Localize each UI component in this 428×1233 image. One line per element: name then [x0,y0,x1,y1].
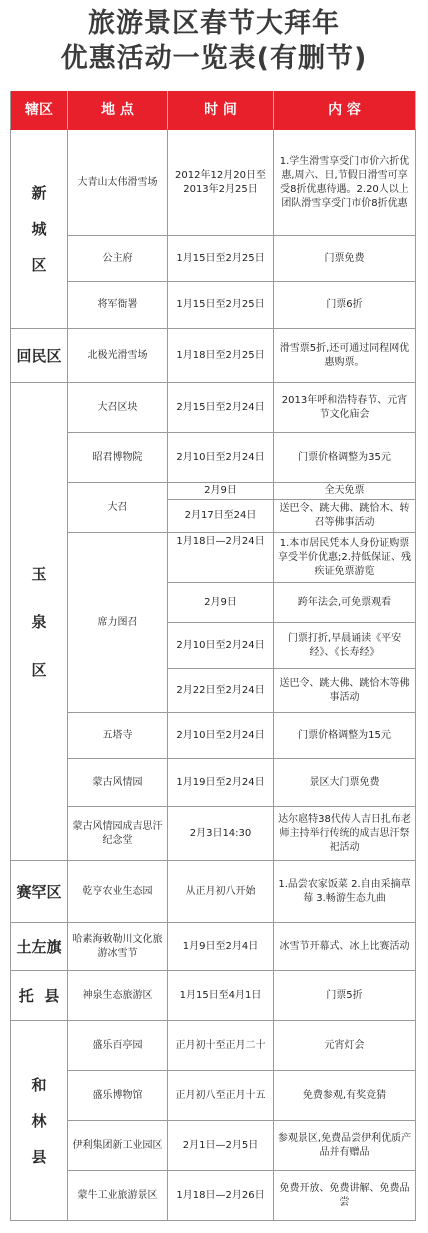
place-cell: 神泉生态旅游区 [68,971,168,1021]
place-cell: 蒙古风情园 [68,759,168,807]
time-cell: 2012年12月20日至2013年2月25日 [168,130,274,236]
time-cell: 2月9日 [168,583,274,623]
place-cell: 将军衙署 [68,282,168,329]
content-cell: 门票免费 [274,236,416,282]
content-cell: 景区大门票免费 [274,759,416,807]
content-cell: 送巴令、跳大佛、跳恰木、转召等佛事活动 [274,500,416,533]
content-cell: 门票5折 [274,971,416,1021]
time-cell: 1月18日—2月24日 [168,533,274,583]
header-place: 地 点 [68,91,168,130]
place-cell: 盛乐博物馆 [68,1071,168,1121]
district-tuoxian: 托 县 [10,971,68,1021]
content-cell: 2013年呼和浩特春节、元宵节文化庙会 [274,383,416,433]
place-cell: 北极光滑雪场 [68,329,168,383]
time-cell: 2月1日—2月5日 [168,1121,274,1171]
header-content: 内 容 [274,91,416,130]
content-cell: 免费参观,有奖竞猜 [274,1071,416,1121]
time-cell: 2月17日至24日 [168,500,274,533]
time-cell: 2月10日至2月24日 [168,713,274,759]
content-cell: 1.学生滑雪享受门市价六折优惠,周六、日,节假日滑雪可享受8折优惠待遇。2.20人以上团队滑雪享受门市价8折优惠 [274,130,416,236]
content-cell: 冰雪节开幕式、冰上比赛活动 [274,923,416,971]
content-cell: 1.本市居民凭本人身份证购票享受半价优惠;2.持低保证、残疾证免票游览 [274,533,416,583]
time-cell: 2月3日14:30 [168,807,274,861]
content-cell: 元宵灯会 [274,1021,416,1071]
content-cell: 参观景区,免费品尝伊利优质产品并有赠品 [274,1121,416,1171]
time-cell: 1月15日至4月1日 [168,971,274,1021]
promotion-table [10,91,416,1221]
district-xincheng: 新 城 区 [10,130,68,329]
content-cell: 门票价格调整为15元 [274,713,416,759]
place-cell: 伊利集团新工业园区 [68,1121,168,1171]
page-title-line1: 旅游景区春节大拜年 [88,8,340,39]
time-cell: 1月18日至2月25日 [168,329,274,383]
time-cell: 2月9日 [168,483,274,500]
district-huimin: 回民区 [10,329,68,383]
place-cell: 昭君博物院 [68,433,168,483]
time-cell: 正月初八至正月十五 [168,1071,274,1121]
place-cell: 盛乐百亭园 [68,1021,168,1071]
time-cell: 2月10日至2月24日 [168,623,274,669]
place-cell: 蒙古风情园成吉思汗纪念堂 [68,807,168,861]
content-cell: 门票打折,早晨诵读《平安经》、《长寿经》 [274,623,416,669]
place-cell: 大召区块 [68,383,168,433]
content-cell: 免费开放、免费讲解、免费品尝 [274,1171,416,1221]
time-cell: 1月9日至2月4日 [168,923,274,971]
place-cell: 席力图召 [68,533,168,713]
page-title-line2: 优惠活动一览表(有删节) [60,43,368,74]
time-cell: 正月初十至正月二十 [168,1021,274,1071]
district-saihan: 赛罕区 [10,861,68,923]
time-cell: 1月15日至2月25日 [168,236,274,282]
place-cell: 五塔寺 [68,713,168,759]
content-cell: 达尔扈特38代传人吉日扎布老师主持举行传统的成吉思汗祭祀活动 [274,807,416,861]
time-cell: 2月15日至2月24日 [168,383,274,433]
place-cell: 蒙牛工业旅游景区 [68,1171,168,1221]
content-cell: 滑雪票5折,还可通过同程网优惠购票。 [274,329,416,383]
place-cell: 大召 [68,483,168,533]
content-cell: 跨年法会,可免票观看 [274,583,416,623]
time-cell: 1月15日至2月25日 [168,282,274,329]
header-district: 辖区 [10,91,68,130]
time-cell: 1月18日—2月26日 [168,1171,274,1221]
place-cell: 乾亨农业生态园 [68,861,168,923]
place-cell: 公主府 [68,236,168,282]
content-cell: 送巴令、跳大佛、跳恰木等佛事活动 [274,669,416,713]
header-time: 时 间 [168,91,274,130]
time-cell: 从正月初八开始 [168,861,274,923]
place-cell: 大青山太伟滑雪场 [68,130,168,236]
district-yuquan: 玉 泉 区 [10,383,68,861]
place-cell: 哈素海敕勒川文化旅游冰雪节 [68,923,168,971]
time-cell: 2月22日至2月24日 [168,669,274,713]
content-cell: 门票6折 [274,282,416,329]
time-cell: 1月19日至2月24日 [168,759,274,807]
content-cell: 门票价格调整为35元 [274,433,416,483]
content-cell: 全天免票 [274,483,416,500]
content-cell: 1.品尝农家饭菜 2.自由采摘草莓 3.畅游生态九曲 [274,861,416,923]
district-helin: 和 林 县 [10,1021,68,1221]
time-cell: 2月10日至2月24日 [168,433,274,483]
district-tuzuoqi: 土左旗 [10,923,68,971]
